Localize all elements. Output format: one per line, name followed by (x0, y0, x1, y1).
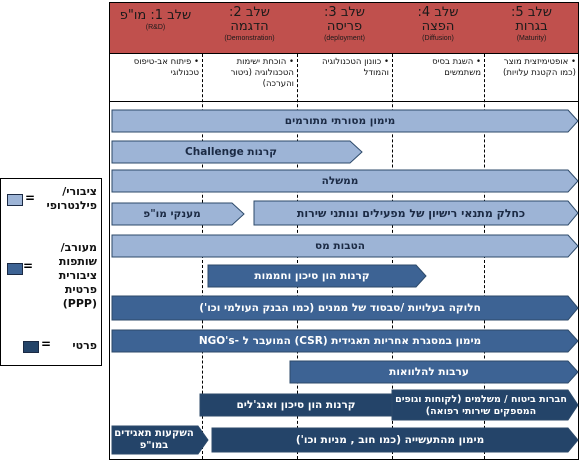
bar-vc-incubators: קרנות הון סיכון וחממות (254, 270, 370, 282)
stage-en: (Diffusion) (422, 35, 454, 42)
stage-4-description: • השגת בסיס משתמשים (432, 57, 481, 78)
stage-en: (R&D) (145, 24, 166, 31)
legend-swatch-mixed (7, 263, 23, 275)
legend-label-private: פרטי (72, 339, 97, 352)
bar-loan-guarantees: ערבות להלוואות (389, 366, 469, 378)
legend-swatch-public (7, 194, 23, 206)
stage-2-description: • הוכחת ישימות הטכנולוגיה (ניטור והערכה) (230, 57, 294, 89)
bar-challenge-funds: קרנות Challenge (185, 146, 277, 158)
stage-en: (Demonstration) (224, 35, 275, 42)
bar-traditional-donors: מימון מסורתי מתורמים (284, 115, 396, 127)
bar-vc-angels: קרנות הון סיכון ואנג'לים (236, 399, 356, 411)
bar-insurance-payers: חברות ביטוח / משלמים (לקוחות וגופים המספקים שירותי רפואה) (395, 394, 567, 417)
legend (0, 178, 102, 366)
legend-equals: = (23, 259, 34, 273)
stage-3-description: • כוונון הטכנולוגיה והמודל (322, 57, 389, 78)
legend-label-mixed: מעורב/ שותפות ציבורית פרטית (PPP) (58, 241, 97, 310)
header-border (109, 2, 579, 54)
legend-equals: = (25, 191, 36, 205)
stage-en: (deployment) (324, 35, 365, 42)
stage-name: שלב 2: הדגמה (229, 5, 270, 34)
legend-equals: = (41, 337, 52, 351)
bar-government: ממשלה (321, 175, 359, 187)
bar-tax-benefits: הטבות מס (315, 240, 365, 252)
bar-industry-funding: מימון מהתעשייה (כמו חוב , מניות וכו') (295, 434, 485, 446)
stage-5-description: • אופטימיזצית מוצר (כמו הקטנת עלויות) (503, 57, 576, 78)
bar-rnd-grants: מענקי מו"פ (143, 208, 201, 220)
bar-csr-ngos: מימון במסגרת אחריות תאגידית (CSR) המועבר ל -NGO's (198, 335, 482, 347)
legend-swatch-private (23, 341, 39, 353)
legend-label-public: ציבורי/ פילנטרופי (46, 185, 97, 212)
stage-name: שלב 1: מו"פ (119, 8, 192, 23)
bar-corporate-rnd: השקעות תאגידים במו"פ (114, 428, 194, 451)
bar-license-conditions: כחלק מתנאי רישיון של מפעילים ונותני שירות (296, 206, 526, 220)
stage-1-description: • פיתוח אב-טיפוס טכנולוגי (133, 57, 199, 78)
bar-cost-sharing: חלוקה בעלויות /סבסוד של ממנים (כמו הבנק העולמי וכו') (199, 302, 481, 314)
stage-name: שלב 3: פריסה (324, 5, 365, 34)
stage-name: שלב 5: בגרות (511, 5, 552, 34)
stage-en: (Maturity) (516, 35, 547, 42)
stage-name: שלב 4: הפצה (417, 5, 459, 34)
